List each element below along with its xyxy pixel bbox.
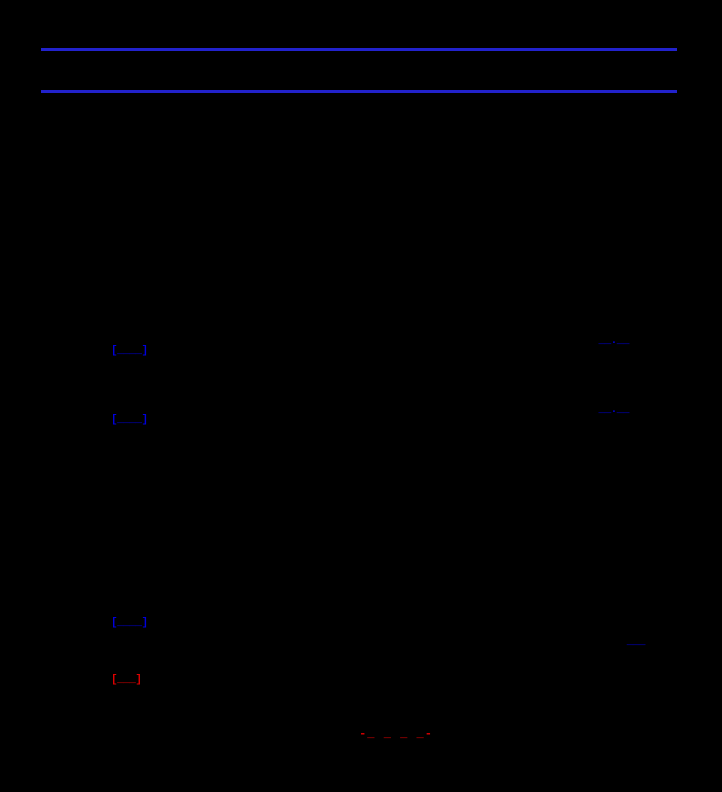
top-rule — [41, 48, 677, 51]
footer-marker: -_ _ _ _- — [359, 727, 433, 741]
form-field-left-1[interactable]: [____] — [111, 345, 148, 357]
form-field-left-3[interactable]: [____] — [111, 617, 148, 629]
form-field-right-1[interactable]: __.__ — [598, 335, 629, 347]
form-field-left-4[interactable]: [___] — [111, 674, 142, 686]
bottom-rule — [41, 90, 677, 93]
form-field-left-2[interactable]: [____] — [111, 414, 148, 426]
form-field-right-2[interactable]: __.__ — [598, 404, 629, 416]
form-field-right-3[interactable]: ___ — [626, 636, 645, 648]
